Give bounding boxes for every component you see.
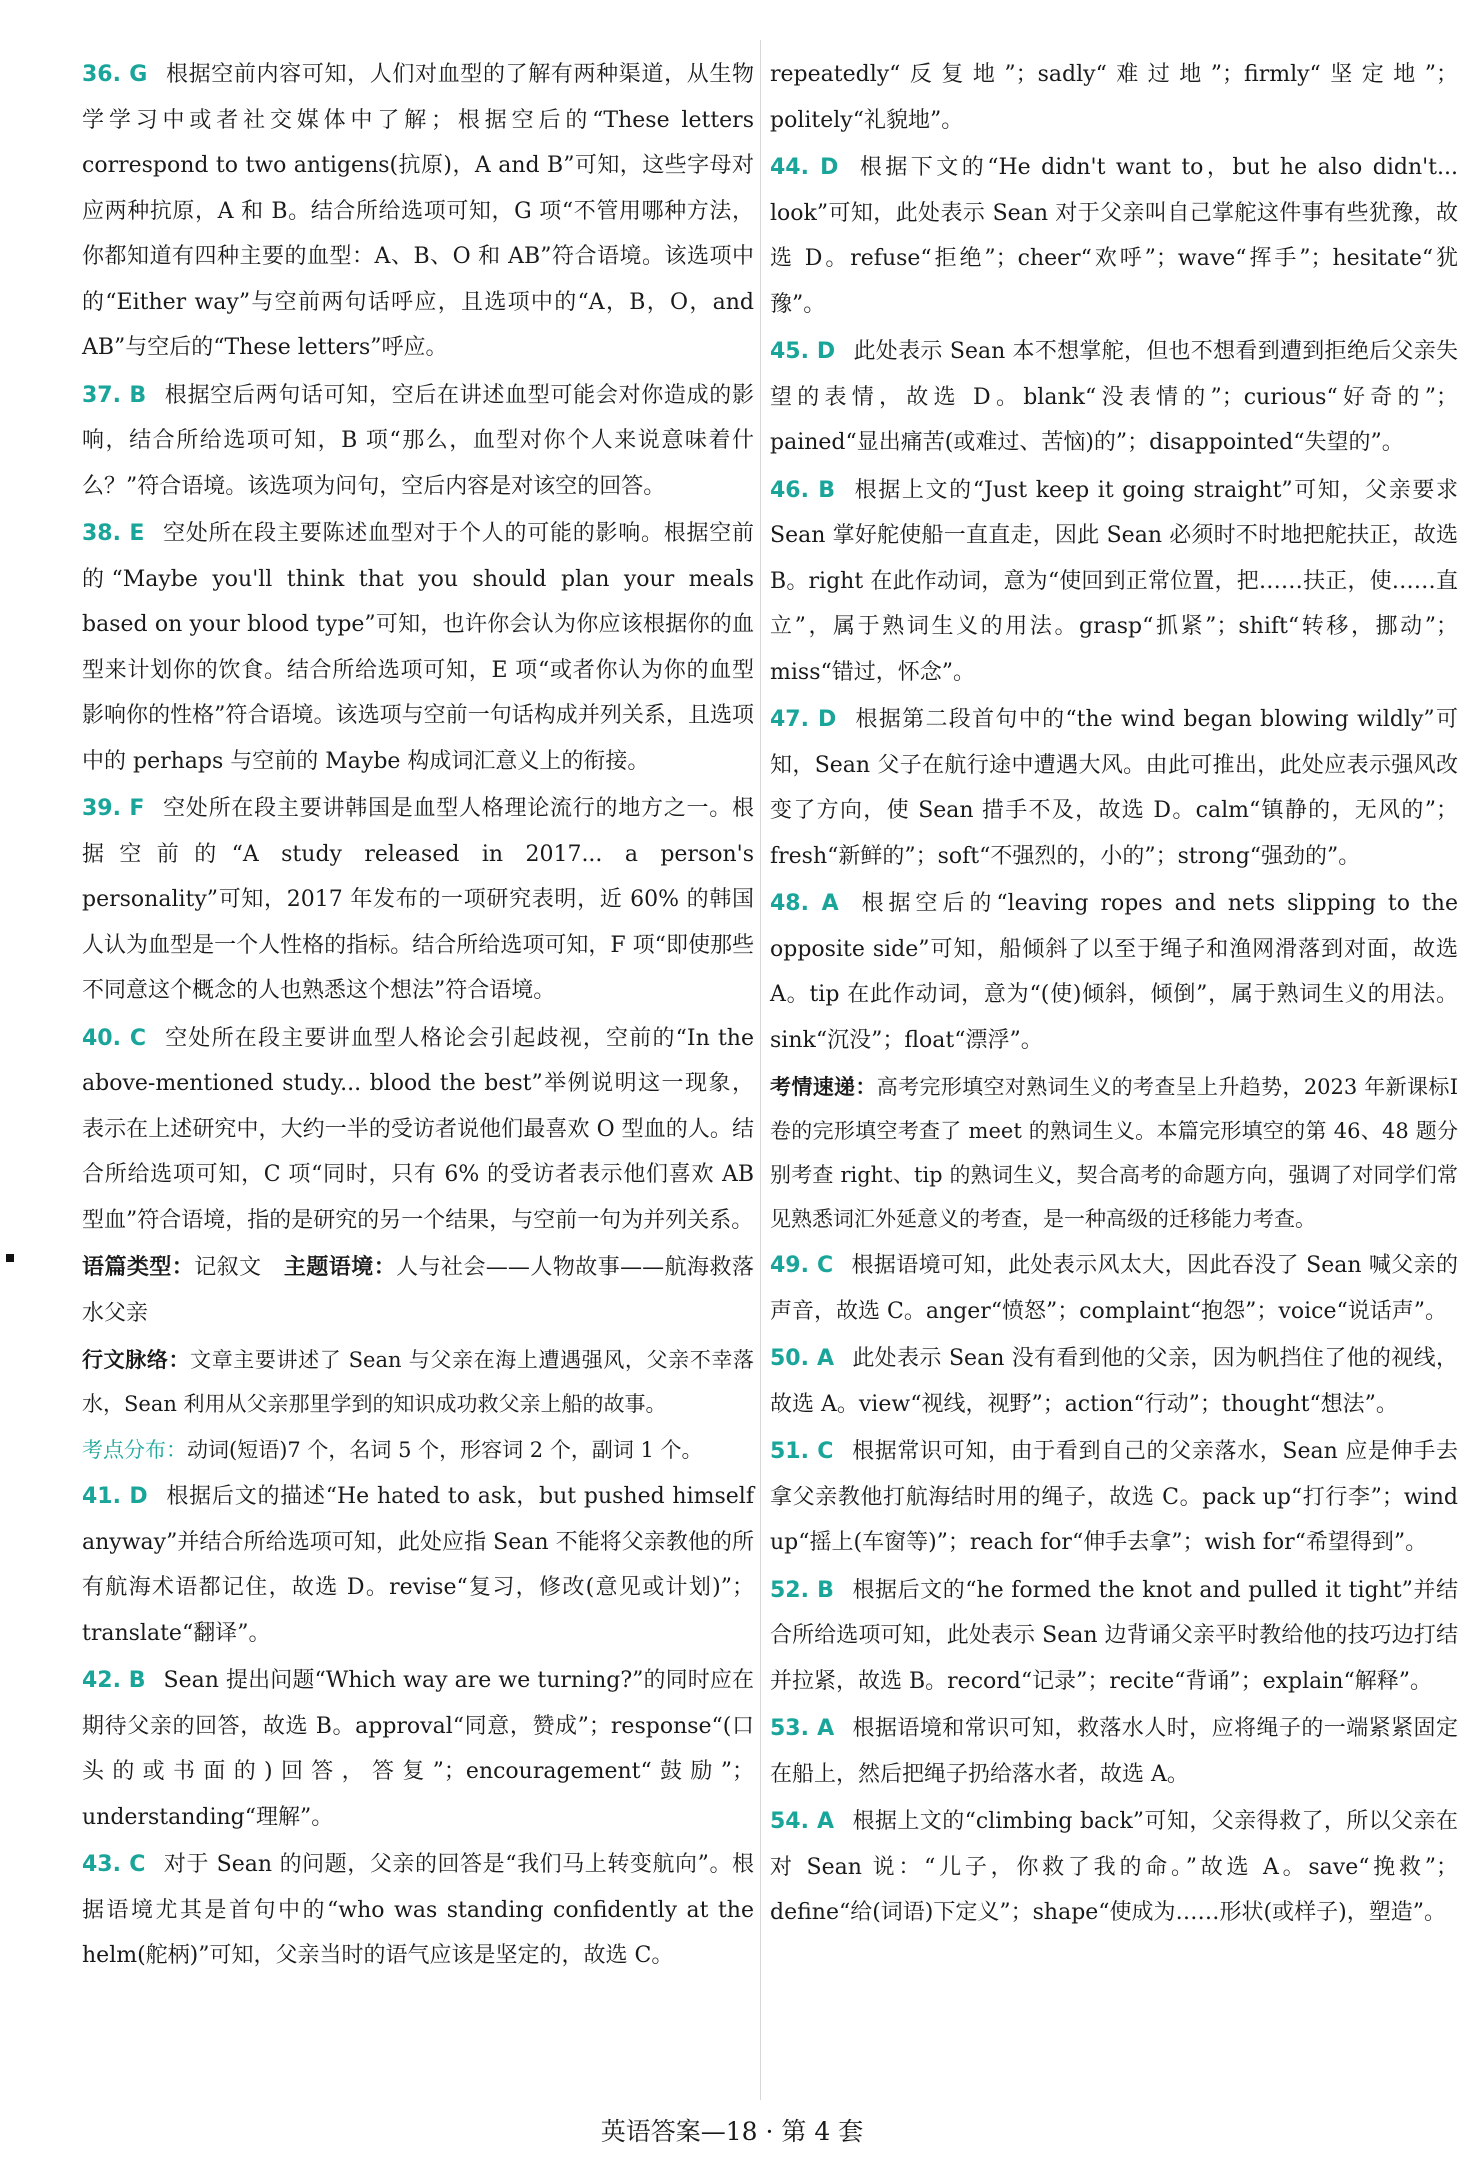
answer-number: 51. C xyxy=(770,1439,834,1464)
answer-explanation: repeatedly“反复地”；sadly“难过地”；firmly“坚定地”；politely“礼貌地”。 xyxy=(770,62,1458,133)
answer-48 xyxy=(770,881,1458,1063)
answer-43-continued xyxy=(770,52,1458,143)
answer-explanation: 对于 Sean 的问题，父亲的回答是“我们马上转变航向”。根据语境尤其是首句中的“who was standing confidently at the helm(舵柄)”可知，父亲当时的语气应该是坚定的，故选 C。 xyxy=(82,1852,755,1968)
margin-mark xyxy=(6,1254,14,1262)
answer-number: 44. D xyxy=(770,155,839,180)
outline-line xyxy=(82,1338,754,1426)
answer-51 xyxy=(770,1429,1458,1566)
answer-explanation: 根据语境和常识可知，救落水人时，应将绳子的一端紧紧固定在船上，然后把绳子扔给落水者，故选 A。 xyxy=(770,1716,1458,1787)
answer-number: 40. C xyxy=(82,1025,146,1051)
answer-54 xyxy=(770,1799,1458,1936)
answer-number: 48. A xyxy=(770,891,839,916)
answer-number: 53. A xyxy=(770,1716,835,1741)
answer-49 xyxy=(770,1243,1458,1334)
exam-note-text: 高考完形填空对熟词生义的考查呈上升趋势，2023 年新课标Ⅰ卷的完形填空考查了 meet 的熟词生义。本篇完形填空的第 46、48 题分别考查 right、tip 的熟词生义，契合高考的命题方向，强调了对同学们常见熟悉词汇外延意义的考查，是一种高级的迁移能力考查。 xyxy=(770,1075,1458,1231)
answer-39 xyxy=(82,786,754,1014)
answer-explanation: 空处所在段主要讲韩国是血型人格理论流行的地方之一。根据空前的“A study released in 2017... a person's personality”可知，2017 年发布的一项研究表明，近 60% 的韩国人认为血型是一个人性格的指标。结合所给选项可知，F 项“即使那些不同意这个概念的人也熟悉这个想法”符合语境。 xyxy=(82,796,754,1003)
left-column xyxy=(82,52,754,1981)
answer-number: 54. A xyxy=(770,1809,835,1834)
answer-43 xyxy=(82,1842,754,1979)
answer-number: 42. B xyxy=(82,1668,146,1693)
theme-label: 主题语境： xyxy=(283,1254,397,1280)
answer-explanation: 此处表示 Sean 本不想掌舵，但也不想看到遭到拒绝后父亲失望的表情，故选 D。blank“没表情的”；curious“好奇的”；pained“显出痛苦(或难过、苦恼)的”；disappointed“失望的”。 xyxy=(770,339,1458,455)
answer-explanation: 根据第二段首句中的“the wind began blowing wildly”可知，Sean 父子在航行途中遭遇大风。由此可推出，此处应表示强风改变了方向，使 Sean 措手不及，故选 D。calm“镇静的，无风的”；fresh“新鲜的”；soft“不强烈的，小的”；strong“强劲的”。 xyxy=(770,707,1458,869)
answer-38 xyxy=(82,511,754,784)
answer-47 xyxy=(770,697,1458,879)
distribution-value: 动词(短语)7 个，名词 5 个，形容词 2 个，副词 1 个。 xyxy=(187,1438,703,1462)
answer-number: 37. B xyxy=(82,382,147,408)
right-column xyxy=(770,52,1458,1938)
answer-number: 39. F xyxy=(82,796,145,821)
answer-number: 41. D xyxy=(82,1484,148,1509)
passage-type-label: 语篇类型： xyxy=(82,1254,195,1280)
answer-40 xyxy=(82,1016,754,1244)
answer-36 xyxy=(82,52,754,371)
answer-explanation: 此处表示 Sean 没有看到他的父亲，因为帆挡住了他的视线，故选 A。view“视线，视野”；action“行动”；thought“想法”。 xyxy=(770,1346,1458,1417)
answer-number: 50. A xyxy=(770,1346,834,1371)
outline-label: 行文脉络： xyxy=(82,1348,191,1372)
answer-number: 46. B xyxy=(770,477,836,503)
answer-number: 47. D xyxy=(770,707,837,732)
answer-explanation: 根据语境可知，此处表示风太大，因此吞没了 Sean 喊父亲的声音，故选 C。anger“愤怒”；complaint“抱怨”；voice“说话声”。 xyxy=(770,1253,1458,1324)
answer-46 xyxy=(770,468,1458,696)
answer-45 xyxy=(770,329,1458,466)
answer-53 xyxy=(770,1706,1458,1797)
answer-explanation: 根据上文的“climbing back”可知，父亲得救了，所以父亲在对 Sean 说：“儿子，你救了我的命。”故选 A。save“挽救”；define“给(词语)下定义”；shape“使成为……形状(或样子)，塑造”。 xyxy=(770,1809,1458,1925)
column-divider xyxy=(760,40,761,2100)
distribution-line xyxy=(82,1428,754,1472)
page-footer: 英语答案—18 · 第 4 套 xyxy=(600,2117,864,2146)
answer-explanation: 根据空后的“leaving ropes and nets slipping to the opposite side”可知，船倾斜了以至于绳子和渔网滑落到对面，故选 A。tip 在此作动词，意为“(使)倾斜，倾倒”，属于熟词生义的用法。sink“沉没”；float“漂浮”。 xyxy=(770,891,1458,1053)
answer-number: 38. E xyxy=(82,521,145,546)
distribution-label: 考点分布： xyxy=(82,1438,187,1462)
answer-explanation: Sean 提出问题“Which way are we turning?”的同时应在期待父亲的回答，故选 B。approval“同意，赞成”；response“(口头的或书面的)回答，答复”；encouragement“鼓励”；understanding“理解”。 xyxy=(82,1668,754,1830)
answer-37 xyxy=(82,373,754,510)
answer-explanation: 根据上文的“Just keep it going straight”可知，父亲要求 Sean 掌好舵使船一直直走，因此 Sean 必须时不时地把舵扶正，故选 B。right 在此作动词，意为“使回到正常位置，把……扶正，使……直立”，属于熟词生义的用法。grasp“抓紧”；shift“转移，挪动”；miss“错过，怀念”。 xyxy=(770,477,1458,685)
answer-explanation: 根据后文的描述“He hated to ask，but pushed himself anyway”并结合所给选项可知，此处应指 Sean 不能将父亲教他的所有航海术语都记住，故选 D。revise“复习，修改(意见或计划)”；translate“翻译”。 xyxy=(82,1484,754,1646)
exam-note-label: 考情速递： xyxy=(770,1075,877,1099)
answer-explanation: 根据空后两句话可知，空后在讲述血型可能会对你造成的影响，结合所给选项可知，B 项“那么，血型对你个人来说意味着什么？”符合语境。该选项为问句，空后内容是对该空的回答。 xyxy=(82,382,754,499)
answer-explanation: 根据下文的“He didn't want to，but he also didn't... look”可知，此处表示 Sean 对于父亲叫自己掌舵这件事有些犹豫，故选 D。refuse“拒绝”；cheer“欢呼”；wave“挥手”；hesitate“犹豫”。 xyxy=(770,155,1458,317)
theme-value: 人与社会——人物故事——航海救落水父亲 xyxy=(82,1255,754,1326)
answer-42 xyxy=(82,1658,754,1840)
answer-explanation: 空处所在段主要陈述血型对于个人的可能的影响。根据空前的“Maybe you'll think that you should plan your meals based on your blood type”可知，也许你会认为你应该根据你的血型来计划你的饮食。结合所给选项可知，E 项“或者你认为你的血型影响你的性格”符合语境。该选项与空前一句话构成并列关系，且选项中的 perhaps 与空前的 Maybe 构成词汇意义上的衔接。 xyxy=(82,521,754,774)
answer-50 xyxy=(770,1336,1458,1427)
exam-note xyxy=(770,1065,1458,1241)
answer-41 xyxy=(82,1474,754,1656)
answer-explanation: 根据常识可知，由于看到自己的父亲落水，Sean 应是伸手去拿父亲教他打航海结时用的绳子，故选 C。pack up“打行李”；wind up“摇上(车窗等)”；reach for“伸手去拿”；wish for“希望得到”。 xyxy=(770,1439,1459,1555)
answer-number: 52. B xyxy=(770,1577,834,1603)
passage-type-line xyxy=(82,1245,754,1336)
answer-explanation: 根据空前内容可知，人们对血型的了解有两种渠道，从生物学学习中或者社交媒体中了解；根据空后的“These letters correspond to two antigens(抗原)，A and B”可知，这些字母对应两种抗原，A 和 B。结合所给选项可知，G 项“不管用哪种方法，你都知道有四种主要的血型：A、B、O 和 AB”符合语境。该选项中的“Either way”与空前两句话呼应，且选项中的“A，B，O，and AB”与空后的“These letters”呼应。 xyxy=(82,62,754,360)
answer-explanation: 根据后文的“he formed the knot and pulled it tight”并结合所给选项可知，此处表示 Sean 边背诵父亲平时教给他的技巧边打结并拉紧，故选 B。record“记录”；recite“背诵”；explain“解释”。 xyxy=(770,1577,1458,1694)
answer-52 xyxy=(770,1568,1458,1705)
answer-explanation: 空处所在段主要讲血型人格论会引起歧视，空前的“In the above-mentioned study... blood the best”举例说明这一现象，表示在上述研究中，大约一半的受访者说他们最喜欢 O 型血的人。结合所给选项可知，C 项“同时，只有 6% 的受访者表示他们喜欢 AB 型血”符合语境，指的是研究的另一个结果，与空前一句为并列关系。 xyxy=(82,1025,754,1233)
answer-number: 43. C xyxy=(82,1852,146,1877)
answer-number: 45. D xyxy=(770,339,836,364)
answer-number: 49. C xyxy=(770,1253,834,1278)
answer-44 xyxy=(770,145,1458,327)
passage-type-value: 记叙文 xyxy=(194,1255,262,1280)
outline-value: 文章主要讲述了 Sean 与父亲在海上遭遇强风，父亲不幸落水，Sean 利用从父亲那里学到的知识成功救父亲上船的故事。 xyxy=(82,1348,755,1416)
answer-number: 36. G xyxy=(82,62,148,87)
